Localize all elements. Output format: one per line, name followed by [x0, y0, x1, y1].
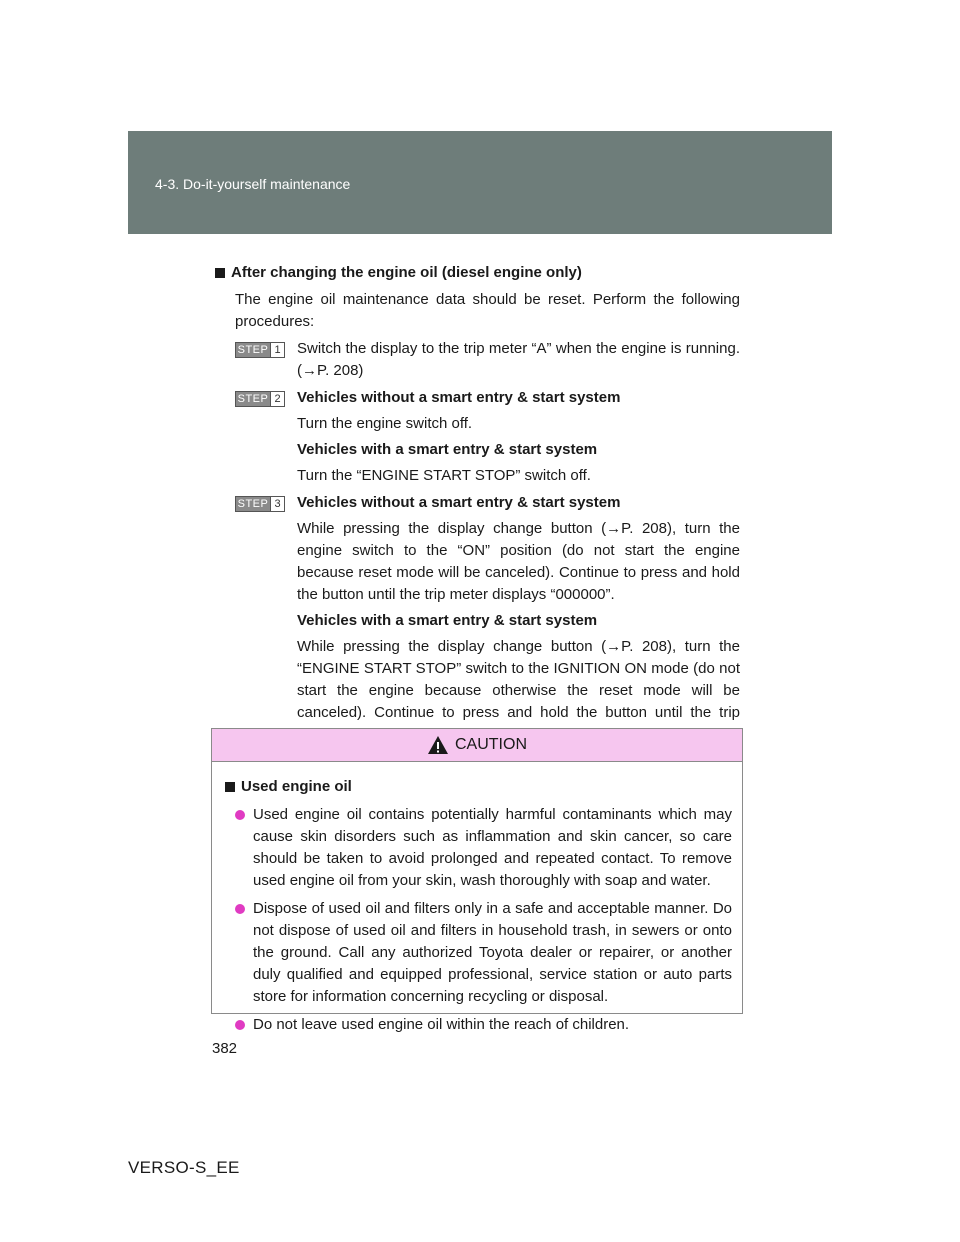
step-1	[215, 338, 740, 382]
bullet-dot-icon	[235, 810, 245, 820]
caution-header	[212, 729, 742, 762]
section-heading	[215, 262, 740, 284]
step-2-text-a: Turn the engine switch off.	[297, 415, 473, 432]
step-3-text-a: While pressing the display change button (→P. 208), turn the engine switch to the “ON” position (do not start the engine because reset mode will be canceled). Continue to press and hold the button until the trip meter displays “000000”.	[297, 520, 740, 603]
bullet-dot-icon	[235, 1020, 245, 1030]
square-bullet-icon	[225, 782, 235, 792]
step-1-text: Switch the display to the trip meter “A” when the engine is running. (→P. 208)	[297, 340, 740, 379]
section-heading-text: After changing the engine oil (diesel engine only)	[231, 264, 582, 281]
step-3	[215, 492, 740, 746]
caution-heading: Used engine oil	[225, 776, 732, 798]
section-intro: The engine oil maintenance data should be reset. Perform the following procedures:	[235, 291, 740, 330]
list-item: Do not leave used engine oil within the reach of children.	[235, 1014, 732, 1036]
step-2-text-b: Turn the “ENGINE START STOP” switch off.	[297, 467, 591, 484]
step-badge: STEP 1	[235, 342, 285, 358]
step-3-heading-a: Vehicles without a smart entry & start system	[297, 494, 621, 511]
step-2-heading-b: Vehicles with a smart entry & start system	[297, 441, 598, 458]
bullet-dot-icon	[235, 904, 245, 914]
section-title: 4-3. Do-it-yourself maintenance	[155, 176, 351, 192]
list-item: Used engine oil contains potentially harmful contaminants which may cause skin disorders such as inflammation and skin cancer, so care should be taken to avoid prolonged and repeated contact. To remove used engine oil from your skin, wash thoroughly with soap and water.	[235, 804, 732, 892]
caution-title: CAUTION	[455, 736, 527, 753]
step-3-heading-b: Vehicles with a smart entry & start system	[297, 612, 598, 629]
main-content	[215, 262, 740, 746]
step-badge: STEP 3	[235, 496, 285, 512]
square-bullet-icon	[215, 268, 225, 278]
document-code: VERSO-S_EE	[128, 1158, 240, 1177]
page-number: 382	[212, 1040, 238, 1057]
caution-box	[211, 728, 743, 1033]
list-item: Dispose of used oil and filters only in a safe and acceptable manner. Do not dispose of used oil and filters in household trash, in sewers or onto the ground. Call any authorized Toyota dealer or repairer, or another duly qualified and equipped professional, service station or auto parts store for information concerning recycling or disposal.	[235, 898, 732, 1008]
step-badge: STEP 2	[235, 391, 285, 407]
step-3-text-b: While pressing the display change button (→P. 208), turn the “ENGINE START STOP” switch to the IGNITION ON mode (do not start the engine because otherwise the reset mode will be canceled). Continue to press and hold the button until the trip	[297, 638, 740, 721]
step-2	[215, 387, 740, 487]
section-header-band	[128, 131, 832, 234]
warning-icon	[427, 735, 449, 755]
step-2-heading-a: Vehicles without a smart entry & start system	[297, 389, 621, 406]
